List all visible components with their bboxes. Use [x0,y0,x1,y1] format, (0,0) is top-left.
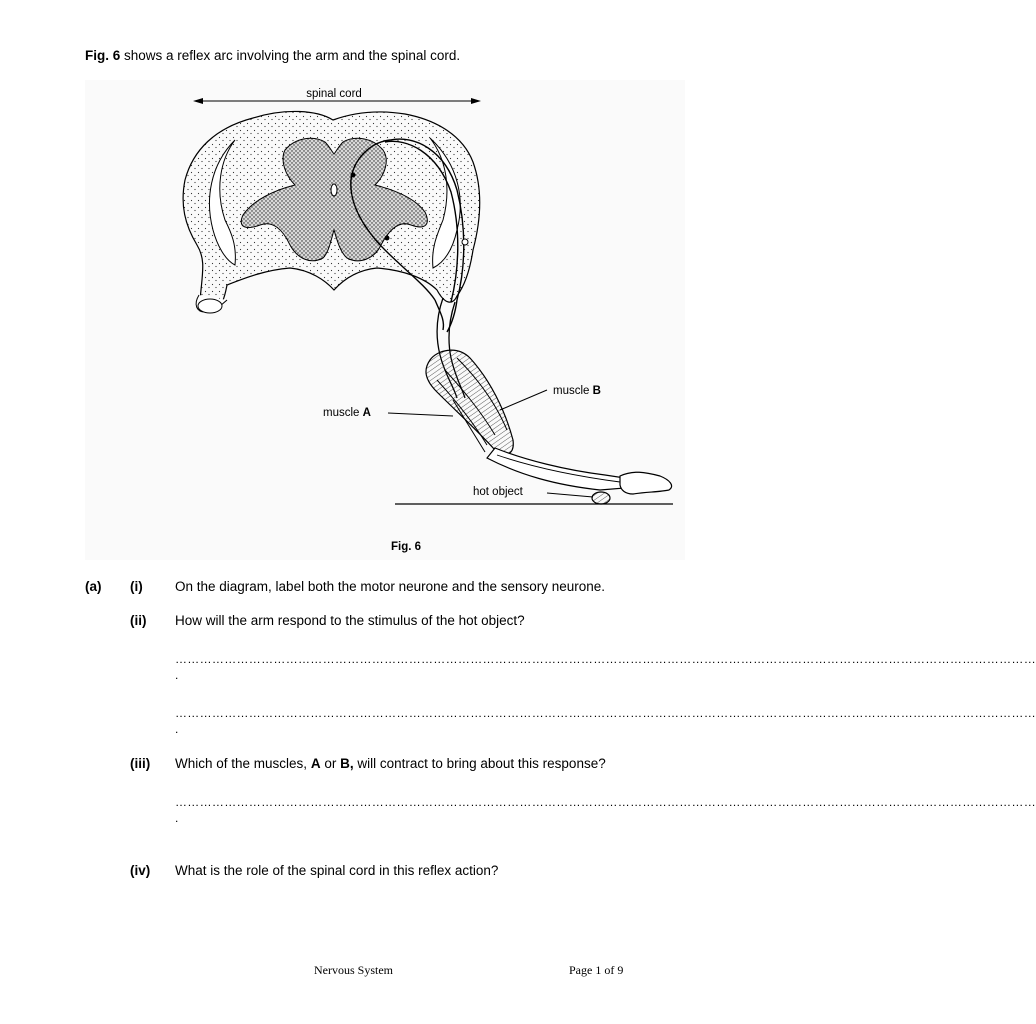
footer-title: Nervous System [314,963,393,977]
answer-line-iii-1[interactable]: ………………………………………………………………………………………………………………………………………………………………………………………… [175,795,1036,809]
answer-line-ii-1-end: . [175,668,179,682]
hot-object-label: hot object [473,486,523,498]
figure-caption: Fig. 6 [390,541,422,553]
question-iii-number: (iii) [130,756,151,771]
question-ii-text: How will the arm respond to the stimulus of the hot object? [175,613,525,628]
muscle-b-label: muscle B [553,385,601,397]
answer-line-ii-1[interactable]: ………………………………………………………………………………………………………………………………………………………………………………………… [175,652,1036,666]
answer-line-ii-2-end: . [175,722,179,736]
central-canal [331,184,337,196]
answer-line-ii-2[interactable]: ………………………………………………………………………………………………………………………………………………………………………………………… [175,706,1036,720]
question-iii-text: Which of the muscles, A or B, will contract to bring about this response? [175,756,606,771]
part-a-label: (a) [85,579,102,594]
hot-object-shape [592,492,610,504]
intro-sentence [85,48,460,63]
answer-line-iii-1-end: . [175,811,179,825]
fig-reference: Fig. 6 [85,48,121,63]
question-i-number: (i) [130,579,143,594]
question-iv-number: (iv) [130,863,151,878]
question-i-text: On the diagram, label both the motor neurone and the sensory neurone. [175,579,606,594]
muscle-a-label: muscle A [323,407,371,419]
intro-text: shows a reflex arc involving the arm and the spinal cord. [120,48,461,63]
question-ii-number: (ii) [130,613,147,628]
reflex-arc-figure [85,80,685,560]
footer-page-number: Page 1 of 9 [569,963,624,977]
question-iv-text: What is the role of the spinal cord in this reflex action? [175,863,499,878]
spinal-cord-label: spinal cord [306,88,362,100]
muscle-b-ref: B, [340,756,354,771]
muscle-a-ref: A [310,756,321,771]
